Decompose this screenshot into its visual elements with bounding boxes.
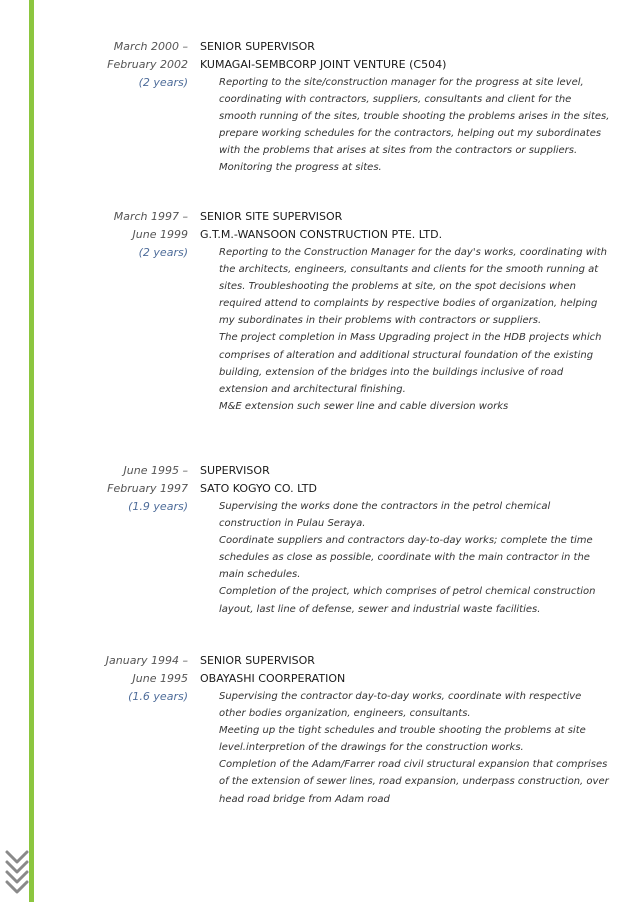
date-start: March 2000 – (113, 40, 188, 53)
date-end: June 1995 (132, 672, 188, 685)
job-duration: (2 years) (138, 76, 188, 89)
job-dates (40, 462, 188, 516)
description-paragraph: Completion of the Adam/Farrer road civil structural expansion that comprises of the extension of sewer lines, road expansion, underpass construction, over head road bridge from Adam road (219, 759, 609, 805)
job-content (200, 652, 610, 808)
description-paragraph: Supervising the contractor day-to-day works, coordinate with respective other bodies organization, engineers, consultants. (219, 691, 582, 720)
job-title: SENIOR SUPERVISOR (200, 654, 315, 667)
company-name: KUMAGAI-SEMBCORP JOINT VENTURE (C504) (200, 58, 447, 71)
job-title: SUPERVISOR (200, 464, 270, 477)
description-paragraph: Monitoring the progress at sites. (219, 162, 382, 174)
job-dates (40, 652, 188, 706)
job-description (219, 498, 611, 618)
job-duration: (1.9 years) (128, 500, 188, 513)
date-start: January 1994 – (105, 654, 188, 667)
job-description (219, 244, 611, 415)
double-chevron-down-icon (4, 846, 34, 896)
date-start: March 1997 – (113, 210, 188, 223)
job-title: SENIOR SUPERVISOR (200, 40, 315, 53)
job-content (200, 208, 610, 415)
description-paragraph: Meeting up the tight schedules and trouble shooting the problems at site level.interpretion of the drawings for the construction works. (219, 725, 586, 754)
description-paragraph: Coordinate suppliers and contractors day-to-day works; complete the time schedules as close as possible, coordinate with the main contractor in the main schedules. (219, 535, 593, 581)
job-title: SENIOR SITE SUPERVISOR (200, 210, 343, 223)
date-end: February 1997 (107, 482, 188, 495)
description-paragraph: Reporting to the site/construction manager for the progress at site level, coordinating with contractors, suppliers, consultants and client for the smooth running of the sites, trouble shooting the problems arises in the sites, prepare working schedules for the contractors, helping out my subordinates with the problems that arises at sites from the contractors or suppliers. (219, 77, 610, 157)
company-name: G.T.M.-WANSOON CONSTRUCTION PTE. LTD. (200, 228, 443, 241)
accent-bar (29, 0, 34, 902)
date-end: February 2002 (107, 58, 188, 71)
description-paragraph: Supervising the works done the contractors in the petrol chemical construction in Pulau Seraya. (219, 501, 551, 530)
job-content (200, 38, 610, 177)
date-start: June 1995 – (123, 464, 188, 477)
date-end: June 1999 (132, 228, 188, 241)
description-paragraph: Completion of the project, which comprises of petrol chemical construction layout, last line of defense, sewer and industrial waste facilities. (219, 586, 596, 615)
job-description (219, 688, 611, 808)
description-paragraph: Reporting to the Construction Manager for the day's works, coordinating with the architects, engineers, consultants and clients for the smooth running at sites. Troubleshooting the problems at site, on the spot decisions when required attend to complaints by respective bodies of organization, helping my subordinates in their problems with contractors or suppliers. (219, 247, 607, 327)
description-paragraph: The project completion in Mass Upgrading project in the HDB projects which comprises of alteration and additional structural foundation of the existing building, extension of the bridges into the buildings inclusive of road extension and architectural finishing. (219, 332, 602, 395)
job-duration: (1.6 years) (128, 690, 188, 703)
company-name: SATO KOGYO CO. LTD (200, 482, 317, 495)
job-dates (40, 38, 188, 92)
description-paragraph: M&E extension such sewer line and cable diversion works (219, 400, 509, 412)
company-name: OBAYASHI COORPERATION (200, 672, 346, 685)
job-content (200, 462, 610, 618)
job-duration: (2 years) (138, 246, 188, 259)
job-description (219, 74, 611, 177)
job-dates (40, 208, 188, 262)
